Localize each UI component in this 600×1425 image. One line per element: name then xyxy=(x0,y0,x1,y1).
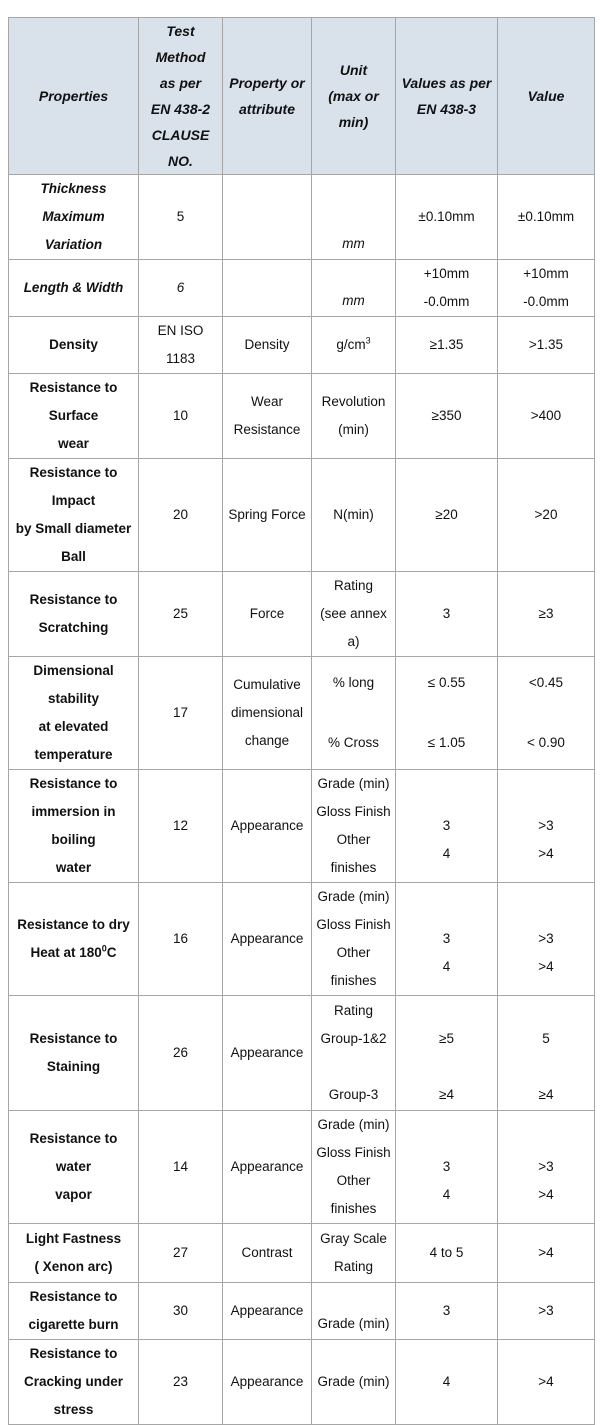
attribute-cell: Density xyxy=(223,317,312,374)
property-cell: Density xyxy=(9,317,139,374)
en-value-cell: 3 4 xyxy=(396,883,498,996)
table-row xyxy=(9,657,595,770)
unit-cell: N(min) xyxy=(312,459,396,572)
attribute-cell: Cumulative dimensional change xyxy=(223,657,312,770)
value-cell: >400 xyxy=(498,374,595,459)
clause-cell: 26 xyxy=(139,996,223,1111)
attribute-cell: Wear Resistance xyxy=(223,374,312,459)
header-value: Value xyxy=(498,18,595,175)
en-value-cell: 3 xyxy=(396,1283,498,1340)
clause-cell: 16 xyxy=(139,883,223,996)
unit-cell: Gray Scale Rating xyxy=(312,1224,396,1283)
unit-cell: % long % Cross xyxy=(312,657,396,770)
value-cell: >3 xyxy=(498,1283,595,1340)
unit-cell: $g/cm^3$ xyxy=(312,317,396,374)
attribute-cell: Force xyxy=(223,572,312,657)
table-row xyxy=(9,1340,595,1425)
table-row xyxy=(9,1224,595,1283)
property-cell: Resistance to water vapor xyxy=(9,1111,139,1224)
header-properties: Properties xyxy=(9,18,139,175)
unit-cell: Rating Group-1&2 Group-3 xyxy=(312,996,396,1111)
table-row xyxy=(9,374,595,459)
clause-cell: 25 xyxy=(139,572,223,657)
property-cell: Resistance to Cracking under stress xyxy=(9,1340,139,1425)
value-cell: <0.45 < 0.90 xyxy=(498,657,595,770)
header-test-method: Test Method as per EN 438-2 CLAUSE NO. xyxy=(139,18,223,175)
property-cell: Resistance to Staining xyxy=(9,996,139,1111)
value-cell: >4 xyxy=(498,1340,595,1425)
unit-cell: Grade (min) Gloss Finish Other finishes xyxy=(312,883,396,996)
en-value-cell: +10mm -0.0mm xyxy=(396,260,498,317)
table-row xyxy=(9,770,595,883)
attribute-cell: Appearance xyxy=(223,996,312,1111)
header-row xyxy=(9,18,595,175)
value-cell: >4 xyxy=(498,1224,595,1283)
properties-table xyxy=(8,17,595,1425)
header-unit: Unit (max or min) xyxy=(312,18,396,175)
en-value-cell: ≥5 ≥4 xyxy=(396,996,498,1111)
unit-cell: Rating (see annex a) xyxy=(312,572,396,657)
table-row xyxy=(9,317,595,374)
value-cell: ≥3 xyxy=(498,572,595,657)
property-cell: Length & Width xyxy=(9,260,139,317)
clause-cell: 30 xyxy=(139,1283,223,1340)
unit-cell: Grade (min) xyxy=(312,1283,396,1340)
attribute-cell: Spring Force xyxy=(223,459,312,572)
clause-cell: 5 xyxy=(139,175,223,260)
en-value-cell: ≥350 xyxy=(396,374,498,459)
attribute-cell: Appearance xyxy=(223,770,312,883)
unit-cell: Grade (min) Gloss Finish Other finishes xyxy=(312,1111,396,1224)
property-cell: Resistance to Impact by Small diameter Ball xyxy=(9,459,139,572)
attribute-cell: Appearance xyxy=(223,1340,312,1425)
en-value-cell: 3 4 xyxy=(396,770,498,883)
en-value-cell: 3 xyxy=(396,572,498,657)
value-cell: ±0.10mm xyxy=(498,175,595,260)
unit-cell: mm xyxy=(312,260,396,317)
table-row xyxy=(9,1111,595,1224)
table-row xyxy=(9,996,595,1111)
en-value-cell: 3 4 xyxy=(396,1111,498,1224)
value-cell: >20 xyxy=(498,459,595,572)
property-cell: Resistance to Scratching xyxy=(9,572,139,657)
en-value-cell: ≥1.35 xyxy=(396,317,498,374)
clause-cell: 17 xyxy=(139,657,223,770)
property-cell: Resistance to immersion in boiling water xyxy=(9,770,139,883)
value-cell: 5 ≥4 xyxy=(498,996,595,1111)
attribute-cell: Contrast xyxy=(223,1224,312,1283)
table-row xyxy=(9,260,595,317)
en-value-cell: ≤ 0.55 ≤ 1.05 xyxy=(396,657,498,770)
table-row xyxy=(9,459,595,572)
attribute-cell: Appearance xyxy=(223,1283,312,1340)
property-cell: Dimensional stability at elevated temperature xyxy=(9,657,139,770)
attribute-cell xyxy=(223,260,312,317)
value-cell: +10mm -0.0mm xyxy=(498,260,595,317)
property-cell: Light Fastness ( Xenon arc) xyxy=(9,1224,139,1283)
unit-cell: Grade (min) xyxy=(312,1340,396,1425)
value-cell: >3 >4 xyxy=(498,770,595,883)
property-cell: Resistance to Surface wear xyxy=(9,374,139,459)
en-value-cell: 4 to 5 xyxy=(396,1224,498,1283)
property-cell: Resistance to dry Heat at $180^0C$ xyxy=(9,883,139,996)
en-value-cell: 4 xyxy=(396,1340,498,1425)
table-row xyxy=(9,1283,595,1340)
clause-cell: 14 xyxy=(139,1111,223,1224)
property-cell: Resistance to cigarette burn xyxy=(9,1283,139,1340)
attribute-cell: Appearance xyxy=(223,1111,312,1224)
table-row xyxy=(9,883,595,996)
unit-cell: mm xyxy=(312,175,396,260)
header-values-en438-3: Values as per EN 438-3 xyxy=(396,18,498,175)
value-cell: >3 >4 xyxy=(498,883,595,996)
clause-cell: 27 xyxy=(139,1224,223,1283)
table-row xyxy=(9,175,595,260)
property-cell: Thickness Maximum Variation xyxy=(9,175,139,260)
attribute-cell: Appearance xyxy=(223,883,312,996)
en-value-cell: ≥20 xyxy=(396,459,498,572)
clause-cell: EN ISO 1183 xyxy=(139,317,223,374)
value-cell: >3 >4 xyxy=(498,1111,595,1224)
header-property-attribute: Property or attribute xyxy=(223,18,312,175)
clause-cell: 20 xyxy=(139,459,223,572)
clause-cell: 10 xyxy=(139,374,223,459)
unit-cell: Revolution (min) xyxy=(312,374,396,459)
clause-cell: 12 xyxy=(139,770,223,883)
unit-cell: Grade (min) Gloss Finish Other finishes xyxy=(312,770,396,883)
clause-cell: 6 xyxy=(139,260,223,317)
clause-cell: 23 xyxy=(139,1340,223,1425)
attribute-cell xyxy=(223,175,312,260)
value-cell: >1.35 xyxy=(498,317,595,374)
en-value-cell: ±0.10mm xyxy=(396,175,498,260)
table-row xyxy=(9,572,595,657)
